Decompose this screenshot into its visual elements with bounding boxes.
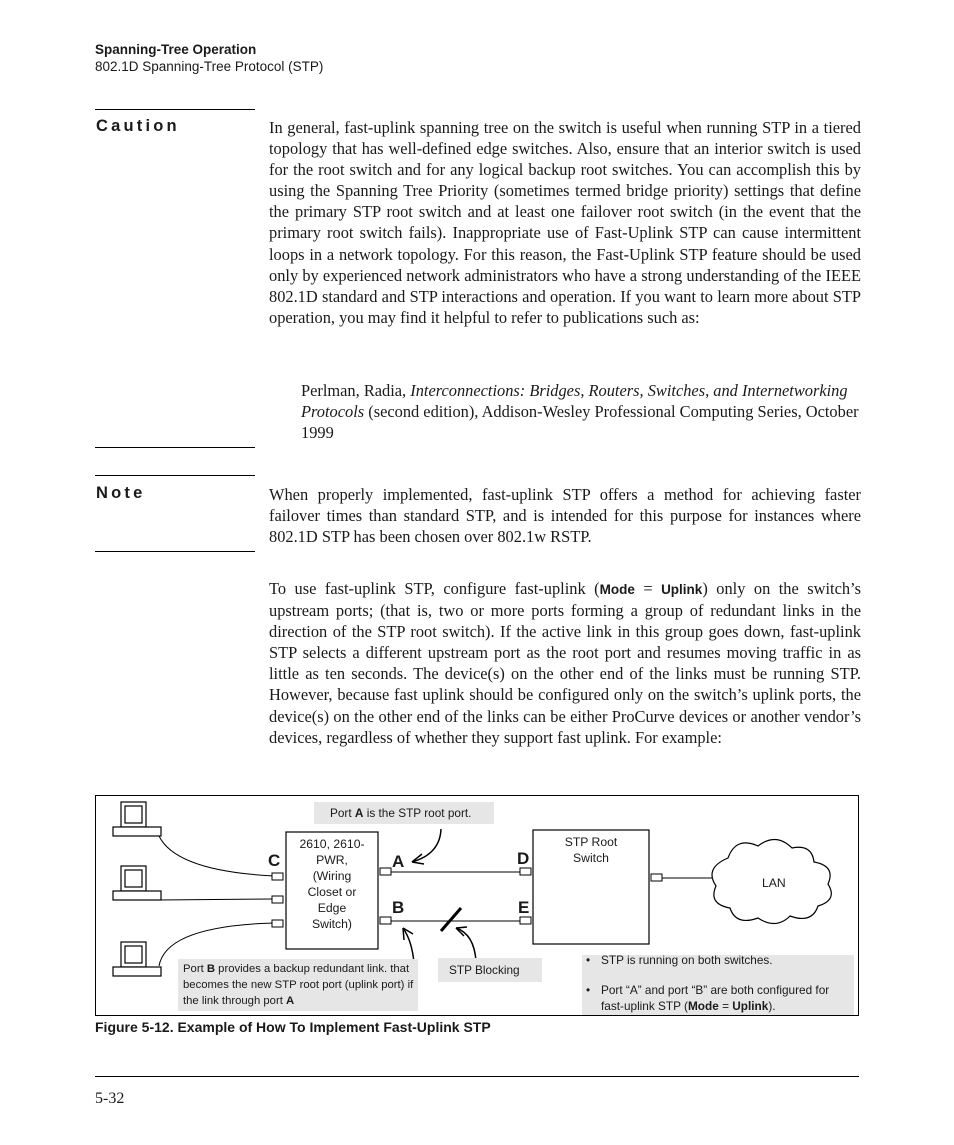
callout-root-port [314, 802, 494, 824]
root-switch-line: Switch [573, 851, 609, 865]
callout-backup-port-letter: B [206, 963, 216, 975]
callout-root-port-letter: A [354, 806, 364, 820]
arrow-to-blocking [456, 928, 476, 961]
edge-switch-line: Switch) [312, 917, 352, 931]
lan-label: LAN [762, 876, 786, 890]
footer-rule [95, 1076, 859, 1077]
caution-bottom-rule [95, 447, 255, 448]
running-header-title: Spanning-Tree Operation [95, 42, 257, 57]
root-switch-label [533, 834, 649, 866]
port-d-square [520, 868, 531, 875]
callout-backup-pre: Port [183, 963, 207, 975]
port-c-left [272, 873, 283, 880]
arrow-to-port-a [412, 829, 441, 862]
para-mode: Mode [599, 582, 635, 597]
note-text: When properly implemented, fast-uplink STP offers a method for achieving faster failover times than standard STP, and is intended for this purpose for instances where 802.1D STP has been chosen over 802.1w RSTP. [269, 485, 861, 547]
computer-icon [113, 942, 161, 976]
para-part2: ) only on the switch’s upstream ports; (that is, two or more ports forming a group of redundant links in the direction of the STP root switch). If the active link in this group goes down, fast-uplink STP selects a different upstream port as the root port and resumes moving traffic in as little as ten seconds. The device(s) on the other end of the links must be running STP. However, because fast uplink should be configured only on the switch’s uplink ports, the device(s) on the other end of the links can be either ProCurve devices or another vendor’s devices, regardless of whether they support fast uplink. For example: [269, 579, 861, 747]
bullet2-eq: = [718, 999, 733, 1013]
port-label-a: A [392, 852, 405, 871]
bullet-dot: • [586, 953, 591, 967]
bullet-2 [601, 982, 853, 1014]
computer-icon [113, 866, 161, 900]
callout-backup-end: A [286, 995, 295, 1007]
caution-text: In general, fast-uplink spanning tree on the switch is useful when running STP in a tiered topology that has well-defined edge switches. Also, ensure that an interior switch is used for the root switch and for any logical backup root switches. You can accomplish this by using the Spanning Tree Priority (sometimes termed bridge priority) settings that define the primary STP root switch and at least one failover root switch (in the event that the primary root switch fails). Inappropriate use of Fast-Uplink STP can cause intermittent loops in a network topology. For this reason, the Fast-Uplink STP feature should be used only by experienced network administrators who have a strong understanding of the IEEE 802.1D standard and STP interactions and operation. If you want to learn more about STP operation, you may find it helpful to refer to publications such as: [269, 118, 861, 327]
bullet2-pre: Port “A” and port “B” are both configured for fast-uplink STP ( [601, 983, 830, 1013]
port-a-square [380, 868, 391, 875]
port-c2 [272, 896, 283, 903]
caution-top-rule [95, 109, 255, 110]
port-c3 [272, 920, 283, 927]
edge-switch-line: (Wiring [312, 869, 352, 883]
edge-switch-line: Closet or [307, 885, 357, 899]
citation-author: Perlman, Radia, [301, 381, 411, 400]
para-eq: = [634, 579, 662, 598]
caution-label: Caution [96, 117, 180, 135]
pc-link-2 [159, 899, 274, 900]
edge-switch-line: 2610, 2610- [299, 837, 365, 851]
note-label: Note [96, 484, 146, 502]
port-e-square [520, 917, 531, 924]
citation-rest: (second edition), Addison-Wesley Professional Computing Series, October 1999 [301, 402, 859, 443]
bullet2-uplink: Uplink [732, 999, 769, 1013]
running-header-subtitle: 802.1D Spanning-Tree Protocol (STP) [95, 59, 324, 74]
port-label-c: C [268, 851, 281, 870]
citation-title: Interconnections: Bridges, Routers, Switches, and Internetworking Protocols [301, 381, 848, 422]
callout-backup-port [178, 959, 418, 1011]
computer-icon [113, 802, 161, 836]
figure-caption: Figure 5-12. Example of How To Implement Fast-Uplink STP [95, 1019, 491, 1035]
caution-citation [301, 380, 861, 443]
bullet-dot: • [586, 983, 591, 997]
root-switch-line: STP Root [564, 835, 618, 849]
callout-backup-mid: provides a backup redundant link. that becomes the new STP root port (uplink port) if the link through port [183, 963, 414, 1007]
para-uplink: Uplink [661, 582, 703, 597]
callout-root-post: is the STP root port. [363, 806, 472, 820]
port-label-b: B [392, 898, 405, 917]
note-bottom-rule [95, 551, 255, 552]
figure-box [95, 795, 859, 1016]
port-label-d: D [517, 849, 530, 868]
edge-switch-line: Edge [317, 901, 347, 915]
port-b-square [380, 917, 391, 924]
port-label-e: E [518, 898, 530, 917]
callout-root-pre: Port [330, 806, 355, 820]
bullet-notes [582, 955, 854, 1015]
callout-stp-blocking: STP Blocking [438, 958, 542, 982]
pc-link-1 [159, 836, 274, 876]
edge-switch-label [286, 836, 378, 932]
para-part1: To use fast-uplink STP, configure fast-uplink ( [269, 579, 600, 598]
body-paragraph [269, 578, 861, 748]
note-top-rule [95, 475, 255, 476]
bullet-1: STP is running on both switches. [601, 953, 773, 967]
page-number: 5-32 [95, 1090, 125, 1107]
lan-port-square [651, 874, 662, 881]
bullet2-end: ). [768, 999, 776, 1013]
bullet2-mode: Mode [687, 999, 719, 1013]
edge-switch-line: PWR, [316, 853, 348, 867]
